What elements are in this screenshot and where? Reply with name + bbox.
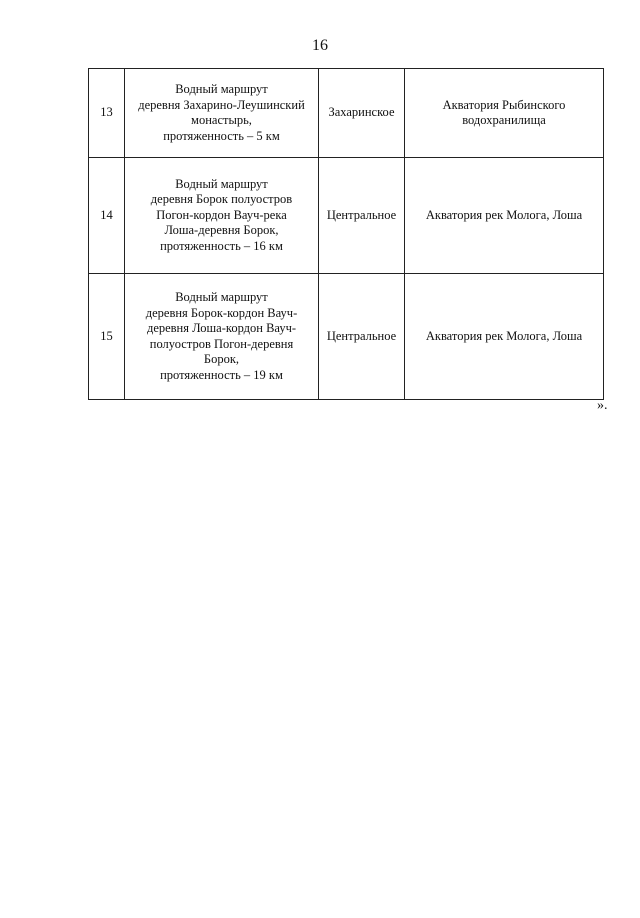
route-line: полуостров Погон-деревня <box>149 336 294 351</box>
route-line: Лоша-деревня Борок, <box>164 223 279 238</box>
area-line: Акватория рек Молога, Лоша <box>425 328 583 343</box>
route-line: Водный маршрут <box>175 82 268 96</box>
row-number: 14 <box>89 158 125 274</box>
route-description <box>125 274 319 400</box>
route-line: монастырь, <box>191 113 252 127</box>
route-line: деревня Борок-кордон Вауч- <box>145 305 298 320</box>
closing-quote-mark: ». <box>597 398 608 413</box>
route-line: деревня Борок полуостров <box>150 192 293 207</box>
route-line: протяженность – 5 км <box>163 128 280 143</box>
routes-table <box>88 68 604 400</box>
area-line: водохранилища <box>462 113 546 127</box>
table-row <box>89 69 604 158</box>
route-line: протяженность – 16 км <box>160 238 283 253</box>
area-line: Акватория Рыбинского <box>442 97 566 112</box>
area-line: Акватория рек Молога, Лоша <box>425 207 583 222</box>
route-line: Борок, <box>203 352 240 366</box>
route-description <box>125 158 319 274</box>
water-area <box>405 69 604 158</box>
route-line: Погон-кордон Вауч-река <box>156 207 287 222</box>
route-description <box>125 69 319 158</box>
settlement: Захаринское <box>319 69 405 158</box>
route-line: Водный маршрут <box>175 290 268 304</box>
row-number: 15 <box>89 274 125 400</box>
water-area <box>405 274 604 400</box>
route-line: Водный маршрут <box>175 176 268 191</box>
route-line: протяженность – 19 км <box>160 367 283 382</box>
table-row <box>89 274 604 400</box>
row-number: 13 <box>89 69 125 158</box>
water-area <box>405 158 604 274</box>
route-line: деревня Захарино-Леушинский <box>138 97 305 112</box>
route-line: деревня Лоша-кордон Вауч- <box>146 321 297 335</box>
table-row <box>89 158 604 274</box>
settlement: Центральное <box>319 158 405 274</box>
settlement: Центральное <box>319 274 405 400</box>
page-number: 16 <box>312 37 328 54</box>
